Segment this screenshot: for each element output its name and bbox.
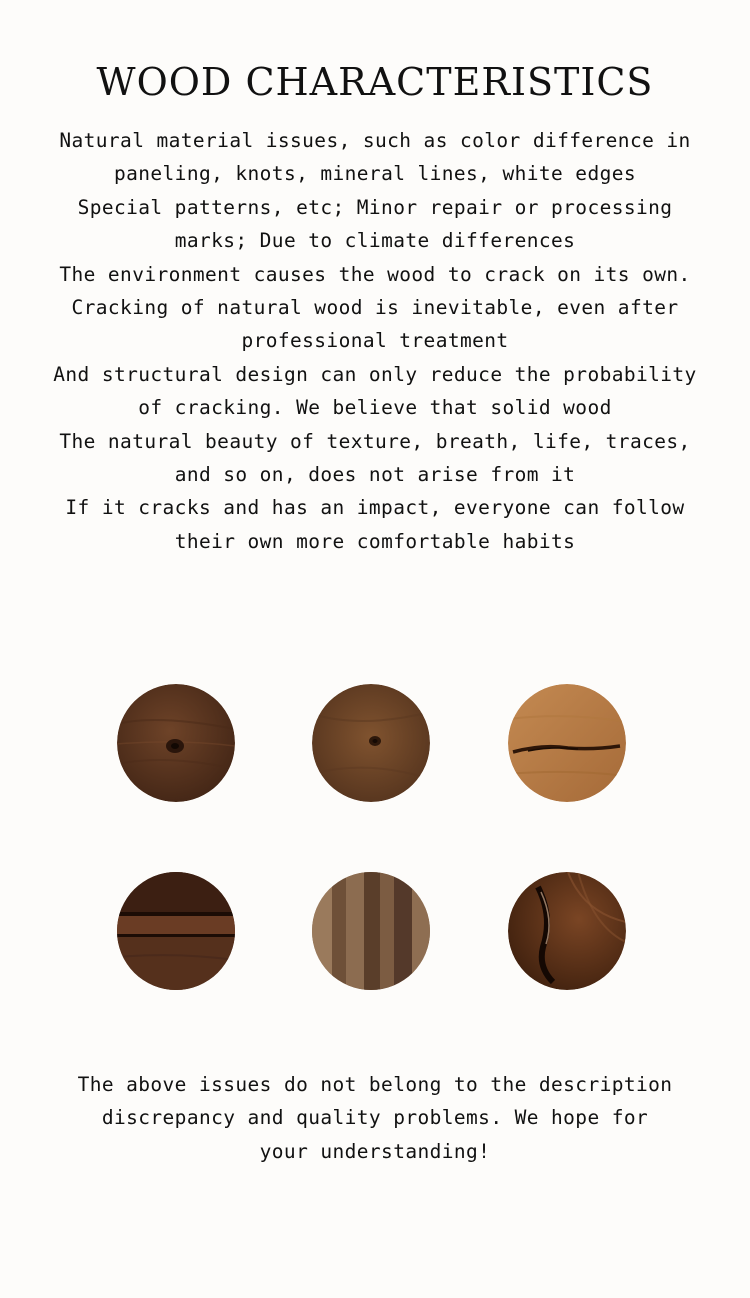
wood-swatch-striped-grain (312, 872, 430, 990)
wood-swatch-dark-knot (117, 684, 235, 802)
intro-text (10, 124, 740, 558)
wood-swatch-deep-crack (508, 872, 626, 990)
intro-line: professional treatment (241, 329, 509, 353)
footer-text (10, 1068, 740, 1168)
intro-line: The environment causes the wood to crack on its own. (59, 262, 691, 286)
footer-line: your understanding! (259, 1139, 491, 1163)
wood-swatch-light-crack (508, 684, 626, 802)
intro-line: their own more comfortable habits (174, 529, 576, 553)
page-title: WOOD CHARACTERISTICS (96, 60, 654, 104)
intro-line: Natural material issues, such as color difference in (59, 129, 691, 152)
intro-line: paneling, knots, mineral lines, white edges (113, 162, 637, 186)
intro-line: If it cracks and has an impact, everyone can follow (65, 496, 685, 520)
intro-line: The natural beauty of texture, breath, life, traces, (59, 429, 691, 453)
intro-line: Special patterns, etc; Minor repair or processing (77, 195, 673, 219)
intro-line: Cracking of natural wood is inevitable, even after (71, 296, 679, 320)
wood-swatch-medium-knot (312, 684, 430, 802)
intro-line: And structural design can only reduce the probability (53, 362, 697, 386)
intro-line: and so on, does not arise from it (174, 463, 576, 487)
intro-line: of cracking. We believe that solid wood (138, 396, 612, 420)
wood-swatch-plank-seams (117, 872, 235, 990)
footer-line: The above issues do not belong to the description (77, 1073, 673, 1096)
intro-line: marks; Due to climate differences (174, 229, 576, 253)
footer-line: discrepancy and quality problems. We hope for (101, 1106, 649, 1130)
